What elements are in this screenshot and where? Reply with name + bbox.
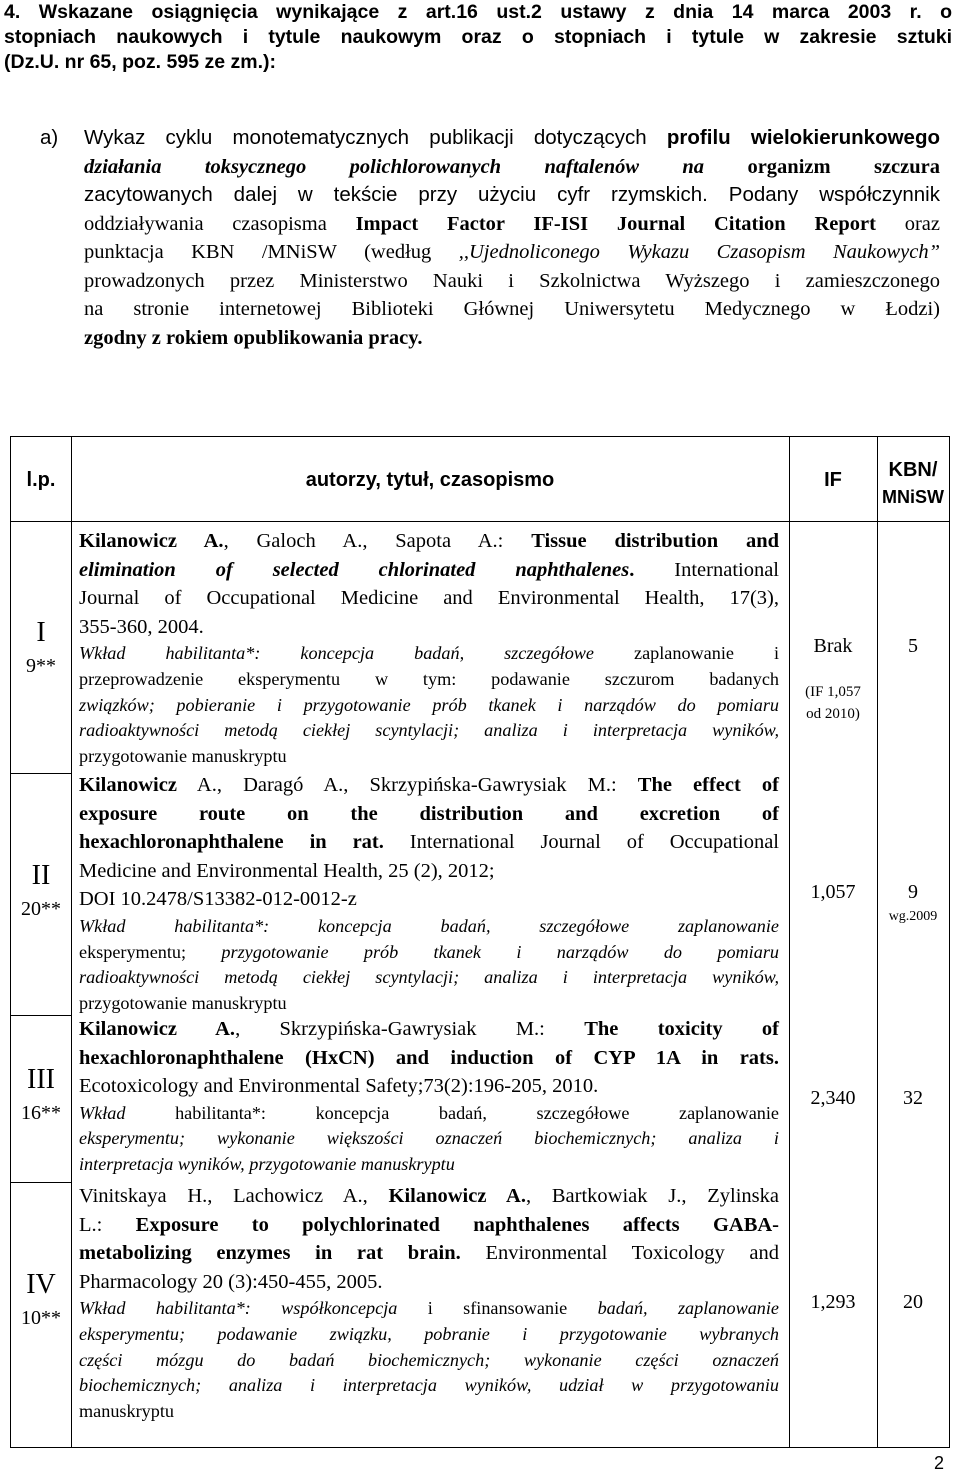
entry-line: przygotowanie manuskryptu — [79, 992, 287, 1013]
publications-table — [10, 436, 950, 1448]
row-divider — [11, 773, 71, 774]
item-a-text-7: oddziaływania czasopisma — [84, 212, 327, 235]
entry-line: exposure route on the distribution and excretion of — [79, 802, 779, 825]
entry-line: przygotowanie manuskryptu — [79, 745, 287, 766]
publication-entry — [79, 1015, 779, 1178]
column-divider — [71, 437, 72, 1447]
item-a-text-9: oraz — [904, 212, 940, 235]
item-a-text-2: profilu wielokierunkowego — [666, 126, 940, 149]
item-a-text-4: organizm szczura — [747, 155, 940, 178]
item-a-text-8: Impact Factor IF-ISI Journal Citation Report — [355, 212, 876, 235]
item-a-text-3: działania toksycznego polichlorowanych naftalenów na — [84, 155, 705, 178]
entry-line: manuskryptu — [79, 1400, 174, 1421]
item-a-text-11: ,,Ujednoliconego Wykazu Czasopism Naukowych” — [458, 241, 941, 263]
publication-title: Exposure to polychlorinated naphthalenes affects GABA- — [135, 1213, 780, 1236]
item-a-line-8: zgodny z rokiem opublikowania pracy. — [84, 326, 423, 349]
if-value: 1,057 — [810, 881, 856, 903]
if-note-line-2: od 2010) — [806, 706, 860, 722]
entry-line: części mózgu do badań biochemicznych; wykonanie części oznaczeń — [79, 1349, 779, 1370]
row-roman-numeral: II — [31, 860, 51, 891]
entry-line: Pharmacology 20 (3):450-455, 2005. — [79, 1270, 383, 1293]
entry-line: eksperymentu; wykonanie większości oznaczeń biochemicznych; analiza i — [79, 1128, 779, 1149]
contribution-text: Wkład habilitanta*: współkoncepcja — [79, 1298, 398, 1319]
row-citation-count: 9** — [26, 655, 56, 677]
entry-text: L.: — [79, 1213, 136, 1236]
entry-line — [79, 1239, 779, 1268]
item-a-text-6: Podany współczynnik — [728, 183, 940, 206]
row-citation-count: 16** — [21, 1102, 61, 1124]
entry-text: International Journal of Occupational — [383, 831, 780, 854]
header-divider — [11, 521, 949, 522]
entry-line: biochemicznych; analiza i interpretacja wyników, udział w przygotowaniu — [79, 1375, 779, 1396]
publication-title: The toxicity of — [584, 1018, 779, 1040]
item-a-marker: a) — [40, 126, 59, 149]
entry-line — [79, 556, 779, 585]
entry-text: , Bartkowiak J., Zylinska — [526, 1185, 779, 1207]
publication-title: hexachloronaphthalene in rat. — [79, 831, 384, 854]
entry-line: Wkład habilitanta*: koncepcja badań, szczegółowe zaplanowanie — [79, 915, 779, 936]
entry-line — [79, 641, 779, 667]
section-heading — [4, 0, 952, 75]
publication-title: Tissue distribution and — [531, 530, 779, 552]
item-a-line-5 — [84, 238, 940, 267]
entry-line: hexachloronaphthalene (HxCN) and induction of CYP 1A in rats. — [79, 1046, 779, 1069]
entry-line — [79, 771, 779, 800]
entry-line — [79, 1182, 779, 1211]
publication-title: The effect of — [637, 774, 779, 796]
item-a-text-5: zacytowanych dalej w tekście przy użyciu cyfr rzymskich. — [84, 183, 708, 206]
item-a-line-6: prowadzonych przez Ministerstwo Nauki i Szkolnictwa Wyższego i zamieszczonego — [84, 269, 940, 292]
item-a-text-10: punktacja KBN /MNiSW (według — [84, 241, 432, 263]
entry-line — [79, 1296, 779, 1322]
contribution-text: Wkład — [79, 1102, 126, 1123]
contribution-text: zaplanowanie i — [594, 643, 780, 664]
entry-line: przeprowadzenie eksperymentu w tym: podawanie szczurom badanych — [79, 668, 779, 689]
heading-line-1: 4. Wskazane osiągnięcia wynikające z art.16 ust.2 ustawy z dnia 14 marca 2003 r. o — [4, 1, 952, 23]
publication-title: elimination of selected chlorinated naphthalenes — [79, 558, 630, 581]
publication-entry — [79, 1182, 779, 1424]
entry-line: Ecotoxicology and Environmental Safety;73(2):196-205, 2010. — [79, 1075, 599, 1098]
item-a-text-1: Wykaz cyklu monotematycznych publikacji dotyczących — [84, 126, 647, 149]
entry-text: , Skrzypińska-Gawrysiak M.: — [235, 1018, 585, 1040]
row-roman-numeral: III — [27, 1064, 55, 1095]
entry-line: radioaktywności metodą ciekłej scyntylacji; analiza i interpretacja wyników, — [79, 967, 779, 988]
page-number: 2 — [933, 1453, 944, 1473]
row-divider — [11, 1015, 71, 1016]
row-citation-count: 10** — [21, 1307, 61, 1329]
if-note — [789, 681, 877, 725]
row-roman-numeral: IV — [26, 1269, 56, 1300]
item-a-line-3 — [84, 181, 940, 210]
entry-line: radioaktywności metodą ciekłej scyntylacji; analiza i interpretacja wyników, — [79, 720, 779, 741]
contribution-text: habilitanta*: koncepcja badań, szczegółowe zaplanowanie — [125, 1102, 779, 1123]
entry-text: Environmental Toxicology and — [460, 1242, 779, 1265]
author-highlight: Kilanowicz A. — [388, 1185, 526, 1207]
entry-line: DOI 10.2478/S13382-012-0012-z — [79, 888, 357, 911]
publication-entry — [79, 771, 779, 1016]
contribution-text: Wkład habilitanta*: koncepcja badań, szczegółowe — [79, 643, 595, 664]
item-a-line-4 — [84, 210, 940, 239]
if-value: Brak — [813, 635, 853, 657]
header-authors: autorzy, tytuł, czasopismo — [305, 469, 555, 491]
row-roman-numeral: I — [36, 617, 46, 648]
entry-text: . — [629, 558, 635, 581]
entry-text: A., Daragó A., Skrzypińska-Gawrysiak M.: — [176, 774, 638, 796]
entry-line — [79, 527, 779, 556]
header-if: IF — [824, 469, 842, 491]
if-value: 1,293 — [810, 1291, 856, 1313]
entry-line: Medicine and Environmental Health, 25 (2), 2012; — [79, 859, 495, 882]
kbn-value: 20 — [903, 1291, 923, 1313]
entry-line: Journal of Occupational Medicine and Environmental Health, 17(3), — [79, 587, 779, 610]
entry-line — [79, 828, 779, 857]
item-a-line-1 — [84, 124, 940, 153]
row-divider — [11, 1182, 71, 1183]
entry-line — [79, 940, 779, 966]
contribution-text: badań, zaplanowanie — [597, 1298, 780, 1319]
kbn-value: 9 — [908, 881, 918, 903]
contribution-text: przygotowanie prób tkanek i narządów do pomiaru — [186, 941, 779, 962]
author-highlight: Kilanowicz — [79, 774, 177, 796]
publication-title: metabolizing enzymes in rat brain. — [79, 1242, 461, 1265]
contribution-text: i sfinansowanie — [397, 1298, 598, 1319]
kbn-value: 32 — [903, 1087, 923, 1109]
entry-text: , Galoch A., Sapota A.: — [223, 530, 532, 552]
row-citation-count: 20** — [21, 898, 61, 920]
kbn-note: wg.2009 — [888, 909, 938, 924]
heading-line-2: stopniach naukowych i tytule naukowym oraz o stopniach i tytule w zakresie sztuki — [4, 26, 952, 48]
contribution-text: eksperymentu; — [79, 941, 187, 962]
entry-line: 355-360, 2004. — [79, 615, 204, 638]
entry-text: International — [634, 558, 780, 581]
author-highlight: Kilanowicz A. — [79, 1018, 236, 1040]
entry-line — [79, 1015, 779, 1044]
header-kbn — [877, 457, 949, 511]
entry-line: eksperymentu; podawanie związku, pobranie i przygotowanie wybranych — [79, 1323, 779, 1344]
kbn-value: 5 — [908, 635, 918, 657]
header-kbn-line-1: KBN/ — [888, 459, 938, 481]
header-kbn-line-2: MNiSW — [882, 487, 944, 507]
if-note-line-1: (IF 1,057 — [805, 684, 861, 700]
entry-line: związków; pobieranie i przygotowanie prób tkanek i narządów do pomiaru — [79, 694, 779, 715]
entry-line — [79, 1211, 779, 1240]
publication-entry — [79, 527, 779, 769]
if-value: 2,340 — [810, 1087, 856, 1109]
author-highlight: Kilanowicz A. — [79, 530, 224, 552]
item-a-line-2 — [84, 153, 940, 182]
header-lp: l.p. — [26, 469, 56, 491]
entry-line: interpretacja wyników, przygotowanie manuskryptu — [79, 1153, 455, 1174]
heading-line-3: (Dz.U. nr 65, poz. 595 ze zm.): — [4, 51, 276, 73]
entry-text: Vinitskaya H., Lachowicz A., — [79, 1185, 389, 1207]
item-a-line-7: na stronie internetowej Biblioteki Głównej Uniwersytetu Medycznego w Łodzi) — [84, 298, 940, 320]
entry-line — [79, 1101, 779, 1127]
